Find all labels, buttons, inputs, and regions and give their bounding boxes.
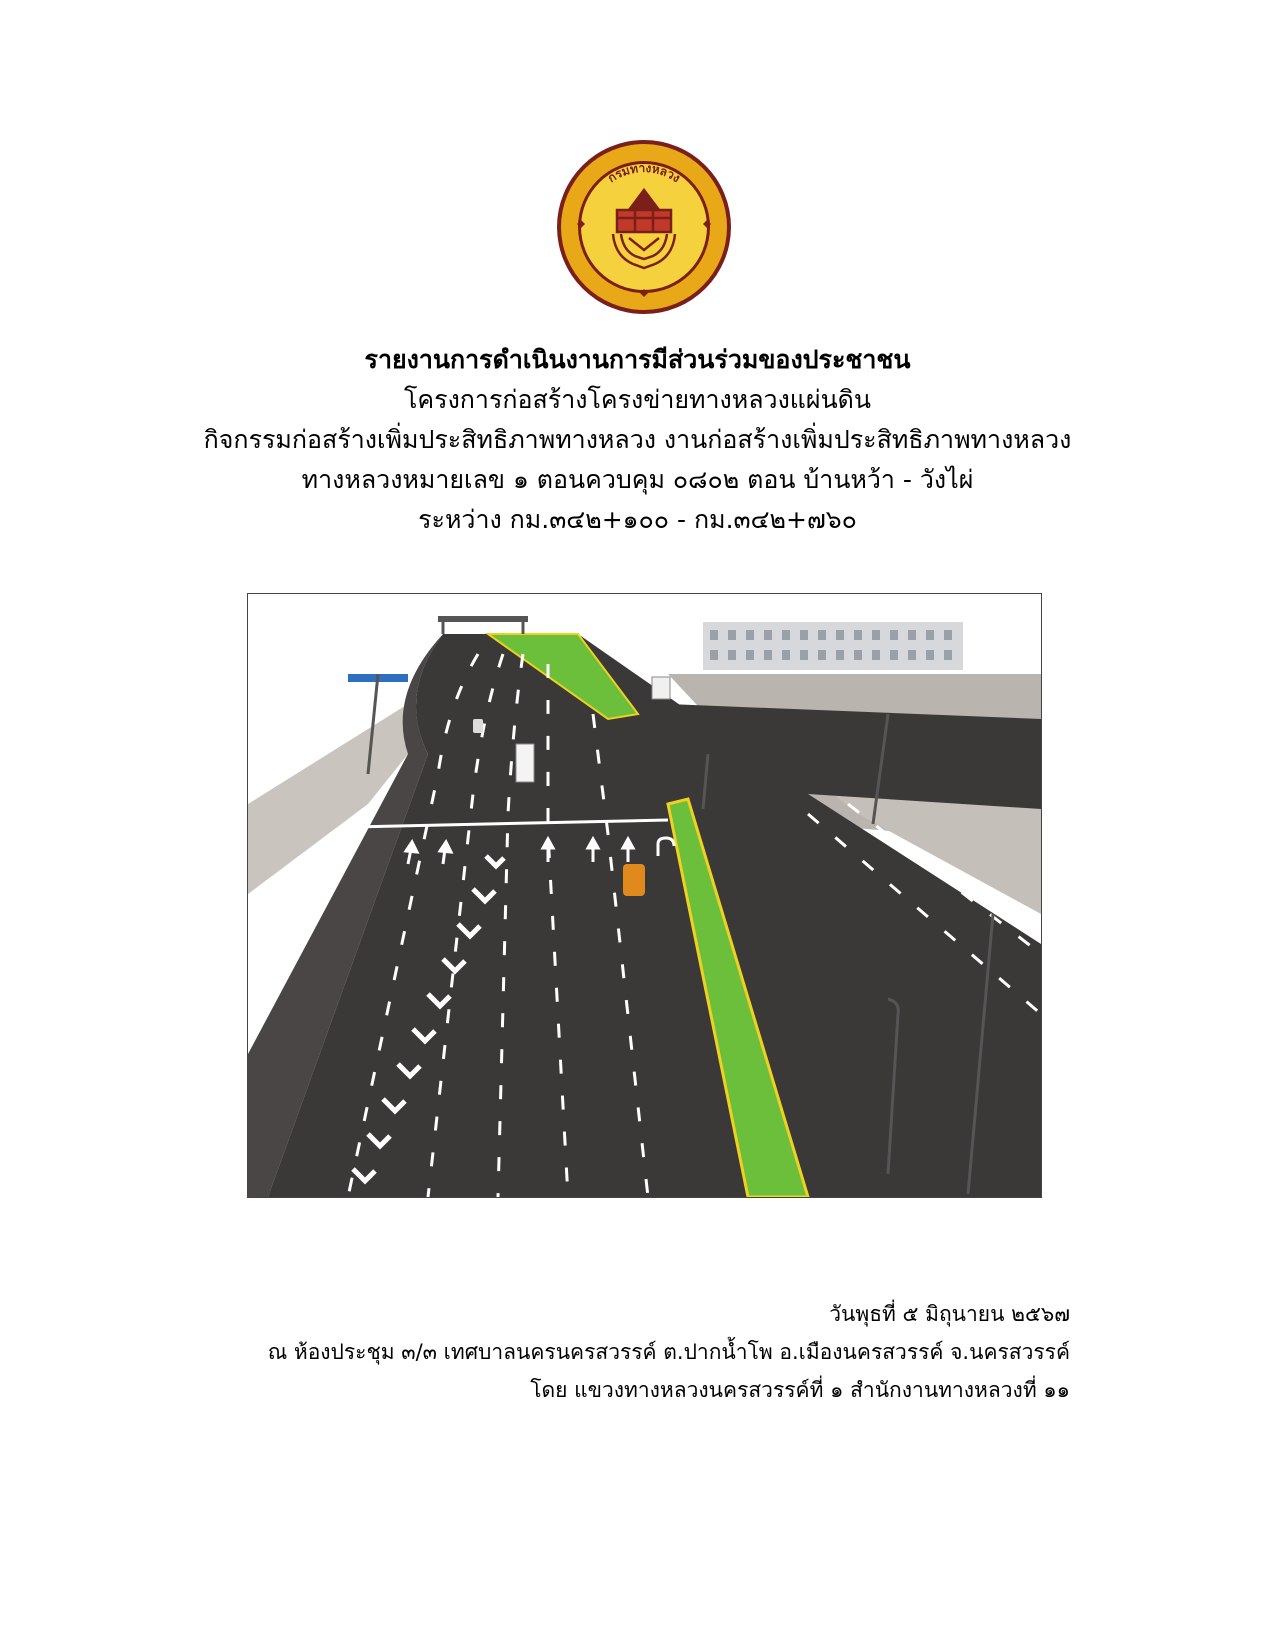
km-range: ระหว่าง กม.๓๔๒+๑๐๐ - กม.๓๔๒+๗๖๐ (418, 505, 857, 534)
seal-text: กรมทางหลวง (605, 160, 683, 186)
building (703, 622, 963, 670)
truck (516, 744, 534, 782)
meeting-date: วันพุธที่ ๕ มิถุนายน ๒๕๖๗ (829, 1302, 1070, 1326)
activity-name: กิจกรรมก่อสร้างเพิ่มประสิทธิภาพทางหลวง งานก่อสร้างเพิ่มประสิทธิภาพทางหลวง (203, 425, 1072, 454)
organized-by: โดย แขวงทางหลวงนครสวรรค์ที่ ๑ สำนักงานทางหลวงที่ ๑๑ (530, 1378, 1070, 1402)
department-of-highways-seal (555, 138, 733, 316)
highway-section: ทางหลวงหมายเลข ๑ ตอนควบคุม ๐๘๐๒ ตอน บ้านหว้า - วังไผ่ (301, 465, 974, 494)
report-title: รายงานการดำเนินงานการมีส่วนร่วมของประชาชน (364, 345, 911, 374)
car (623, 864, 645, 896)
meeting-venue: ณ ห้องประชุม ๓/๓ เทศบาลนครนครสวรรค์ ต.ปากน้ำโพ อ.เมืองนครสวรรค์ จ.นครสวรรค์ (267, 1340, 1070, 1364)
report-title-block (0, 340, 1275, 540)
road-design-rendering (247, 593, 1042, 1198)
project-name: โครงการก่อสร้างโครงข่ายทางหลวงแผ่นดิน (404, 385, 871, 414)
